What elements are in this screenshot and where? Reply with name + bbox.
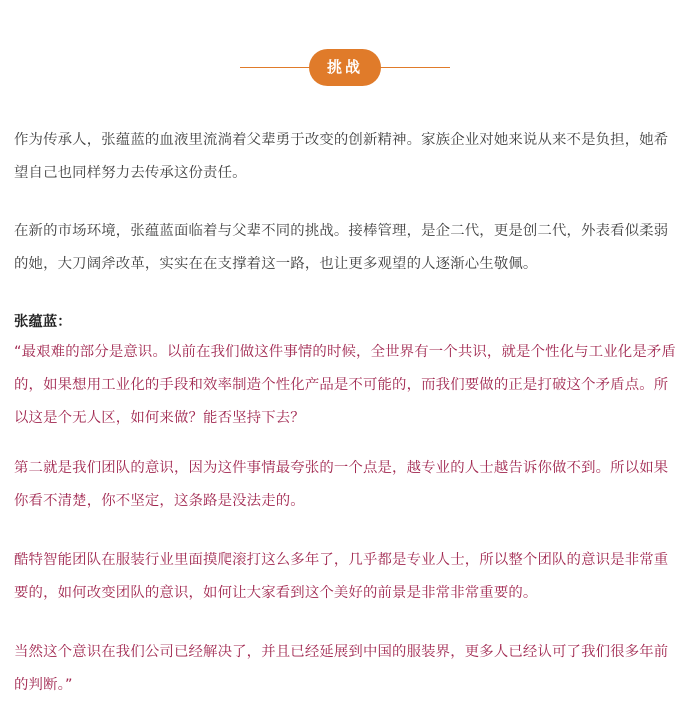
section-header <box>0 49 690 87</box>
quote-paragraph-1: “最艰难的部分是意识。以前在我们做这件事情的时候，全世界有一个共识，就是个性化与工业化是矛盾的，如果想用工业化的手段和效率制造个性化产品是不可能的，而我们要做的正是打破这个矛盾点。所以这是个无人区，如何来做？能否坚持下去？ <box>14 344 676 426</box>
section-title-badge: 挑战 <box>309 49 381 86</box>
speaker-name: 张蕴蓝： <box>14 314 72 330</box>
intro-paragraph-2: 在新的市场环境，张蕴蓝面临着与父辈不同的挑战。接棒管理，是企二代，更是创二代，外表看似柔弱的她，大刀阔斧改革，实实在在支撑着这一路，也让更多观望的人逐渐心生敬佩。 <box>14 223 669 272</box>
quote-paragraph-4: 当然这个意识在我们公司已经解决了，并且已经延展到中国的服装界，更多人已经认可了我们很多年前的判断。” <box>14 644 669 693</box>
intro-paragraph-1: 作为传承人，张蕴蓝的血液里流淌着父辈勇于改变的创新精神。家族企业对她来说从来不是负担，她希望自己也同样努力去传承这份责任。 <box>14 132 669 181</box>
header-divider-right <box>380 67 450 68</box>
quote-paragraph-2: 第二就是我们团队的意识，因为这件事情最夸张的一个点是，越专业的人士越告诉你做不到。所以如果你看不清楚，你不坚定，这条路是没法走的。 <box>14 460 669 509</box>
header-divider-left <box>240 67 310 68</box>
quote-paragraph-3: 酷特智能团队在服装行业里面摸爬滚打这么多年了，几乎都是专业人士，所以整个团队的意识是非常重要的，如何改变团队的意识，如何让大家看到这个美好的前景是非常非常重要的。 <box>14 552 669 601</box>
